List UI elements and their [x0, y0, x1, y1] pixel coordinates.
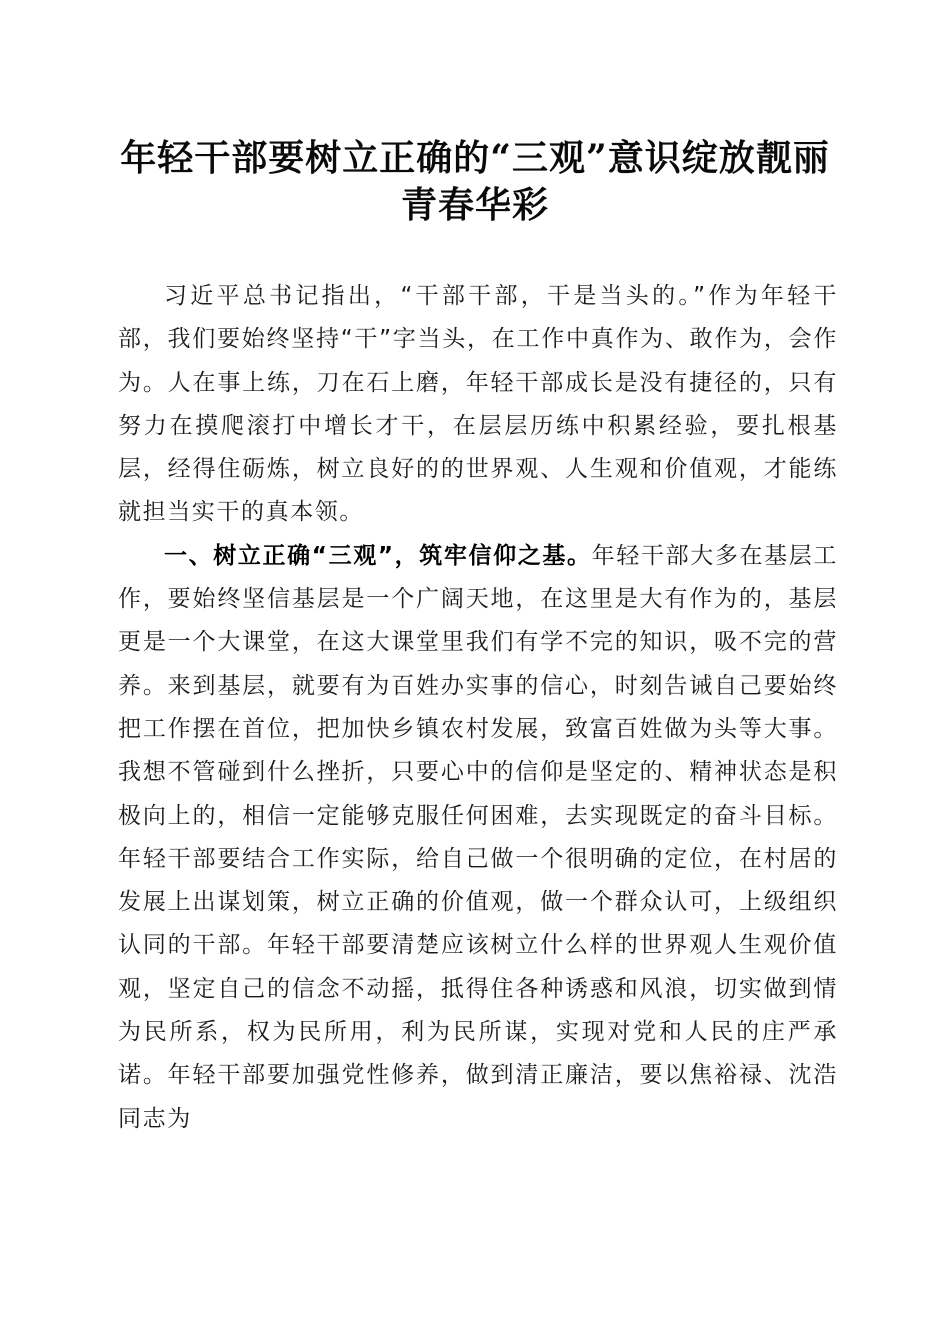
document-body — [118, 275, 838, 1141]
paragraph-section-one — [118, 535, 838, 1141]
paragraph-intro — [118, 275, 838, 535]
document-title-line-2: 青春华彩 — [400, 184, 549, 226]
paragraph-section-one-text: 年轻干部大多在基层工作，要始终坚信基层是一个广阔天地，在这里是大有作为的，基层更是一个大课堂，在这大课堂里我们有学不完的知识，吸不完的营养。来到基层，就要有为百姓办实事的信心，时刻告诫自己要始终把工作摆在首位，把加快乡镇农村发展，致富百姓做为头等大事。我想不管碰到什么挫折，只要心中的信仰是坚定的、精神状态是积极向上的，相信一定能够克服任何困难，去实现既定的奋斗目标。年轻干部要结合工作实际，给自己做一个很明确的定位，在村居的发展上出谋划策，树立正确的价值观，做一个群众认可，上级组织认同的干部。年轻干部要清楚应该树立什么样的世界观人生观价值观，坚定自己的信念不动摇，抵得住各种诱惑和风浪，切实做到情为民所系，权为民所用，利为民所谋，实现对党和人民的庄严承诺。年轻干部要加强党性修养，做到清正廉洁，要以焦裕禄、沈浩同志为 — [118, 542, 838, 1132]
section-one-heading: 一、树立正确“三观”，筑牢信仰之基。 — [164, 542, 592, 569]
document-title-line-1: 年轻干部要树立正确的“三观”意识绽放靓丽 — [120, 137, 830, 179]
paragraph-intro-text: 习近平总书记指出，“干部干部，干是当头的。”作为年轻干部，我们要始终坚持“干”字当头，在工作中真作为、敢作为，会作为。人在事上练，刀在石上磨，年轻干部成长是没有捷径的，只有努力在摸爬滚打中增长才干，在层层历练中积累经验，要扎根基层，经得住砺炼，树立良好的的世界观、人生观和价值观，才能练就担当实干的真本领。 — [118, 283, 838, 526]
